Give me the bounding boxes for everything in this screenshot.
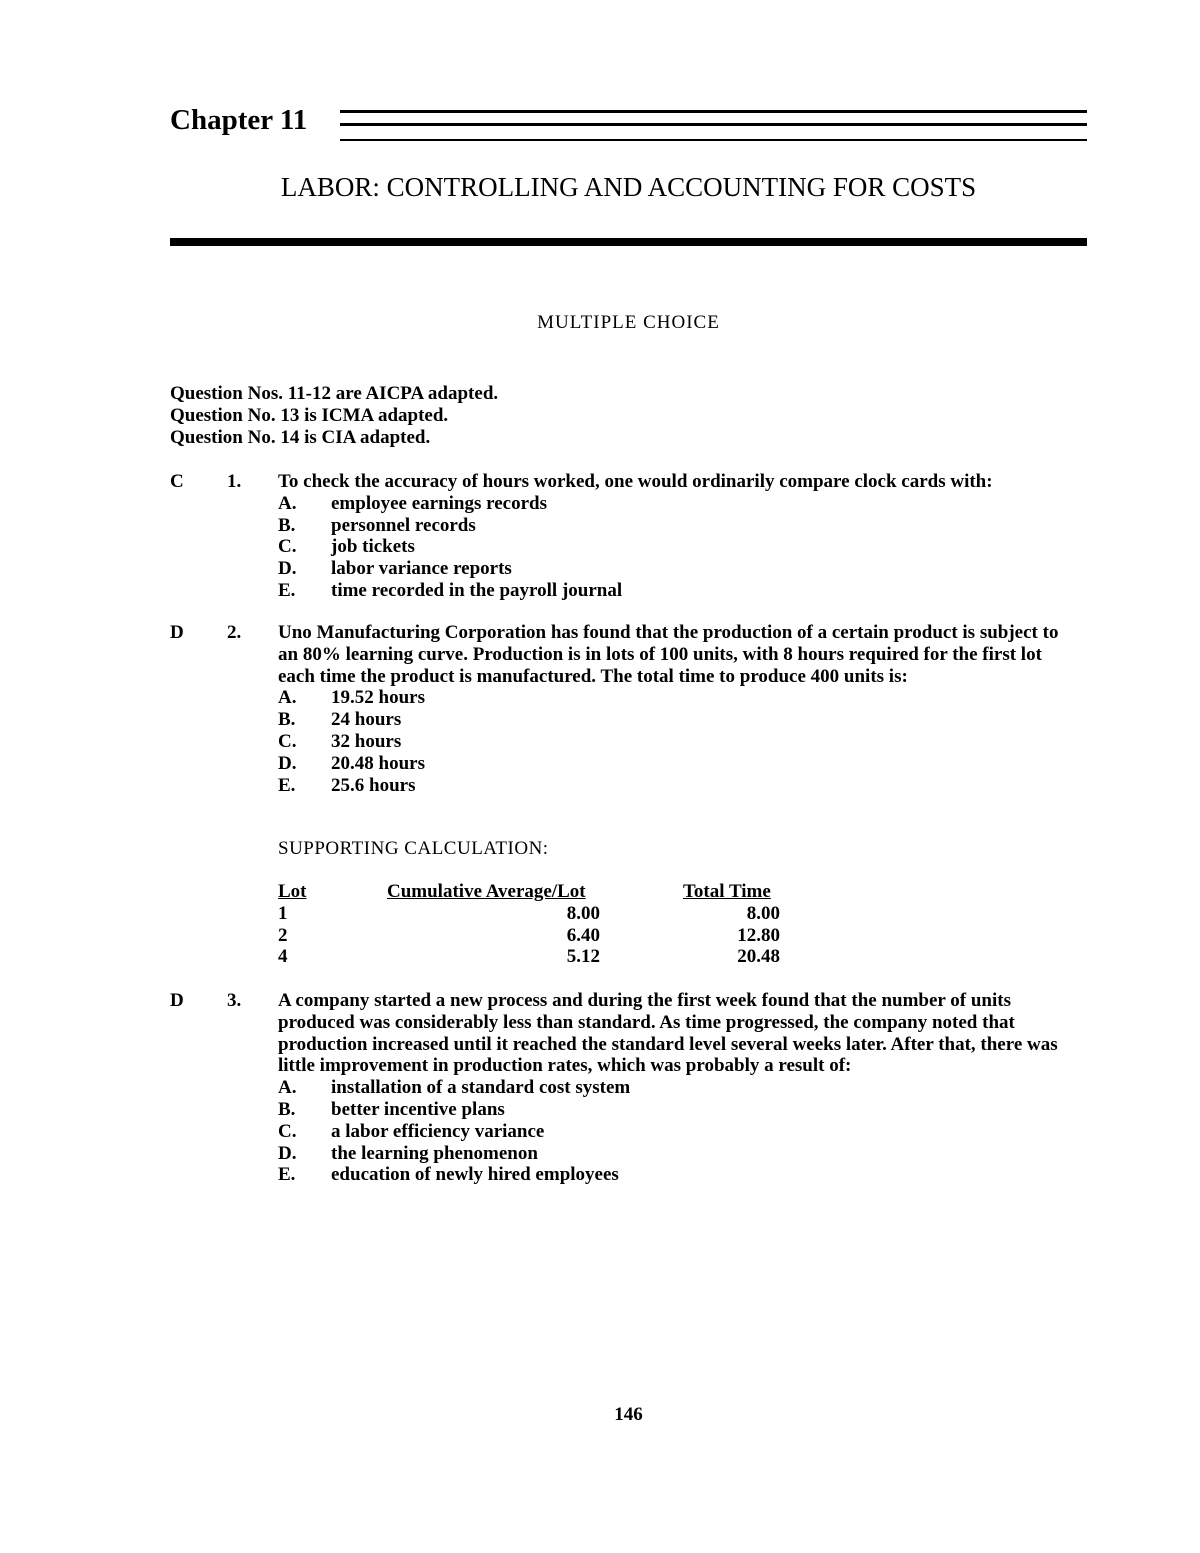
option-text: 19.52 hours	[331, 687, 425, 709]
option-text: labor variance reports	[331, 558, 512, 580]
option-text: 32 hours	[331, 730, 402, 752]
table-header-row	[278, 881, 793, 903]
option-letter: D.	[278, 752, 297, 774]
page-number: 146	[614, 1404, 643, 1425]
adaptation-notes	[170, 383, 498, 448]
table-cell: 6.40	[566, 924, 600, 946]
answer-key: C	[170, 471, 184, 492]
supporting-calculation-heading: SUPPORTING CALCULATION:	[278, 838, 549, 859]
option-letter: B.	[278, 514, 296, 536]
table-cell: 20.48	[737, 946, 780, 968]
chapter-title: LABOR: CONTROLLING AND ACCOUNTING FOR COSTS	[280, 172, 977, 202]
option-letter: C.	[278, 536, 297, 558]
table-cell: 2	[278, 924, 288, 946]
table-cell: 8.00	[746, 902, 780, 924]
section-heading: MULTIPLE CHOICE	[537, 312, 720, 333]
option-text: 24 hours	[331, 709, 402, 731]
option-text: the learning phenomenon	[331, 1142, 538, 1164]
option-letter: B.	[278, 1098, 296, 1120]
question-text: A company started a new process and during the first week found that the number of units produced was considerably less than standard. As time progressed, the company noted that production increased until it reached the standard level several weeks later. After that, there was little improvement in production rates, which was probably a result of:	[278, 990, 1058, 1077]
column-header-cumulative-average: Cumulative Average/Lot	[387, 881, 586, 902]
option-letter: C.	[278, 1120, 297, 1142]
note-line: Question No. 13 is ICMA adapted.	[170, 404, 449, 426]
header-rule-top	[340, 110, 1087, 113]
option-text: time recorded in the payroll journal	[331, 579, 623, 601]
option-letter: A.	[278, 1077, 297, 1099]
option-text: better incentive plans	[331, 1098, 505, 1120]
option-text: 25.6 hours	[331, 774, 416, 796]
answer-key: D	[170, 622, 184, 643]
table-cell: 1	[278, 902, 288, 924]
option-text: education of newly hired employees	[331, 1164, 619, 1186]
option-text: personnel records	[331, 514, 476, 536]
title-divider	[170, 238, 1087, 246]
table-cell: 5.12	[566, 946, 600, 968]
table-cell: 12.80	[737, 924, 780, 946]
table-row	[278, 925, 793, 947]
header-rule-bottom	[340, 139, 1087, 141]
option-letter: D.	[278, 1142, 297, 1164]
note-line: Question No. 14 is CIA adapted.	[170, 426, 431, 448]
question-number: 2.	[227, 622, 242, 643]
option-text: job tickets	[331, 536, 415, 558]
question-number: 3.	[227, 990, 242, 1011]
option-text: a labor efficiency variance	[331, 1120, 545, 1142]
supporting-calculation-table	[278, 881, 793, 968]
question-text: To check the accuracy of hours worked, one would ordinarily compare clock cards with:	[278, 471, 993, 492]
option-letter: E.	[278, 1164, 296, 1186]
header-rule-middle	[340, 123, 1087, 126]
option-letter: D.	[278, 558, 297, 580]
option-letter: C.	[278, 730, 297, 752]
option-text: employee earnings records	[331, 492, 547, 514]
option-letter: B.	[278, 709, 296, 731]
table-cell: 8.00	[566, 902, 600, 924]
answer-key: D	[170, 990, 184, 1011]
table-cell: 4	[278, 946, 288, 968]
option-letter: E.	[278, 579, 296, 601]
option-letter: E.	[278, 774, 296, 796]
question-text: Uno Manufacturing Corporation has found that the production of a certain product is subject to an 80% learning curve. Production is in lots of 100 units, with 8 hours required for the first lot each time the product is manufactured. The total time to produce 400 units is:	[278, 622, 1059, 687]
table-row	[278, 946, 793, 968]
option-text: installation of a standard cost system	[331, 1077, 631, 1099]
option-text: 20.48 hours	[331, 752, 425, 774]
option-letter: A.	[278, 492, 297, 514]
table-row	[278, 903, 793, 925]
option-letter: A.	[278, 687, 297, 709]
column-header-total-time: Total Time	[683, 881, 771, 902]
note-line: Question Nos. 11-12 are AICPA adapted.	[170, 383, 499, 404]
column-header-lot: Lot	[278, 881, 307, 902]
chapter-label: Chapter 11	[170, 104, 308, 136]
question-number: 1.	[227, 471, 242, 492]
